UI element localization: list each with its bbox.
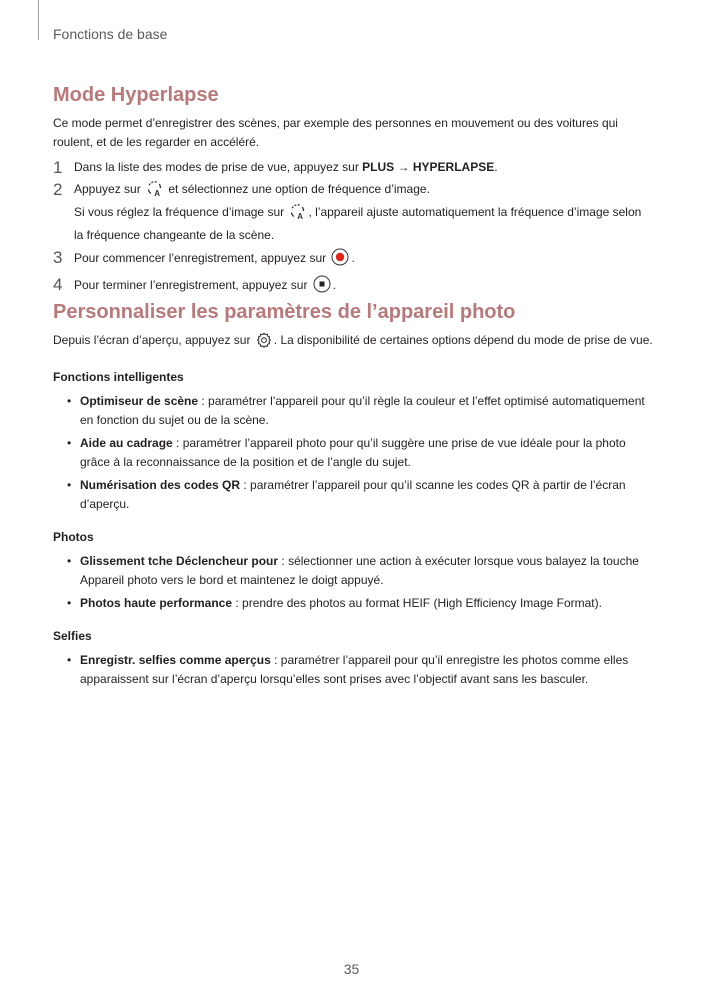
running-header: Fonctions de base — [53, 26, 168, 42]
step-text: Dans la liste des modes de prise de vue, appuyez sur — [74, 160, 363, 174]
step-number: 3 — [53, 248, 63, 267]
menu-plus: PLUS — [362, 160, 395, 174]
record-icon — [331, 248, 349, 272]
step-1: 1 Dans la liste des modes de prise de vue, appuyez sur PLUS → HYPERLAPSE. — [53, 158, 498, 177]
section-title-camera-settings: Personnaliser les paramètres de l’appareil photo — [53, 301, 516, 323]
list-item: • Glissement tche Déclencheur pour : sélectionner une action à exécuter lorsque vous balayez la touche Appareil photo vers le bord et maintenez le doigt appuyé. — [67, 554, 639, 587]
svg-text:A: A — [297, 212, 304, 220]
list-item: • Numérisation des codes QR : paramétrer l’appareil pour qu’il scanne les codes QR à partir de l’écran d’aperçu. — [67, 478, 626, 511]
list-item: • Aide au cadrage : paramétrer l’appareil photo pour qu’il suggère une prise de vue idéale pour la photo grâce à la reconnaissance de la position et de l’angle du sujet. — [67, 436, 626, 469]
arrow: → — [394, 160, 413, 174]
page-number: 35 — [343, 961, 360, 977]
photos-list — [53, 552, 653, 613]
step-number: 2 — [53, 180, 63, 199]
step-number: 4 — [53, 275, 63, 294]
settings-gear-icon — [256, 332, 272, 354]
list-item: • Enregistr. selfies comme aperçus : paramétrer l’appareil pour qu’il enregistre les photos comme elles apparaissent sur l’écran d’aperçu lorsqu’elles sont prises avec l’objectif avant sans les basculer. — [67, 653, 629, 686]
section-title-hyperlapse: Mode Hyperlapse — [53, 84, 219, 106]
group-heading-photos: Photos — [53, 530, 94, 544]
svg-text:A: A — [154, 189, 161, 197]
list-item: • Optimiseur de scène : paramétrer l’appareil pour qu’il règle la couleur et l’effet optimisé automatiquement en fonction du sujet ou de la scène. — [67, 394, 645, 427]
list-item: • Photos haute performance : prendre des photos au format HEIF (High Efficiency Image Format). — [67, 596, 602, 610]
group-heading-smart-features: Fonctions intelligentes — [53, 370, 184, 384]
hyperlapse-intro: Ce mode permet d’enregistrer des scènes, par exemple des personnes en mouvement ou des voitures qui roulent, et de les regarder en accéléré. — [53, 116, 618, 149]
margin-line — [38, 0, 39, 40]
camera-settings-intro: Depuis l’écran d’aperçu, appuyez sur . La disponibilité de certaines options dépend du mode de prise de vue. — [53, 331, 653, 354]
stop-icon — [313, 275, 331, 299]
hyperlapse-steps — [53, 158, 653, 299]
smart-features-list — [53, 392, 653, 514]
step-2: 2 Appuyez sur A et sélectionnez une option de fréquence d’image. Si vous réglez la fréquence d’image sur A , l’appareil ajuste automatiquement la fréquence d’image selon la fréquence changeante de la scène. — [53, 180, 653, 245]
menu-hyperlapse: HYPERLAPSE — [412, 160, 495, 174]
step-3: 3 Pour commencer l’enregistrement, appuyez sur . — [53, 248, 653, 272]
page-content — [53, 82, 653, 693]
step-number: 1 — [53, 158, 63, 177]
selfies-list — [53, 651, 653, 689]
frame-rate-auto-icon — [289, 203, 306, 226]
step-4: 4 Pour terminer l’enregistrement, appuyez sur . — [53, 275, 653, 299]
group-heading-selfies: Selfies — [53, 629, 92, 643]
step-2-note: Si vous réglez la fréquence d’image sur A , l’appareil ajuste automatiquement la fréquence d’image selon la fréquence changeante de la scène. — [74, 205, 642, 242]
frame-rate-auto-icon — [146, 180, 163, 203]
